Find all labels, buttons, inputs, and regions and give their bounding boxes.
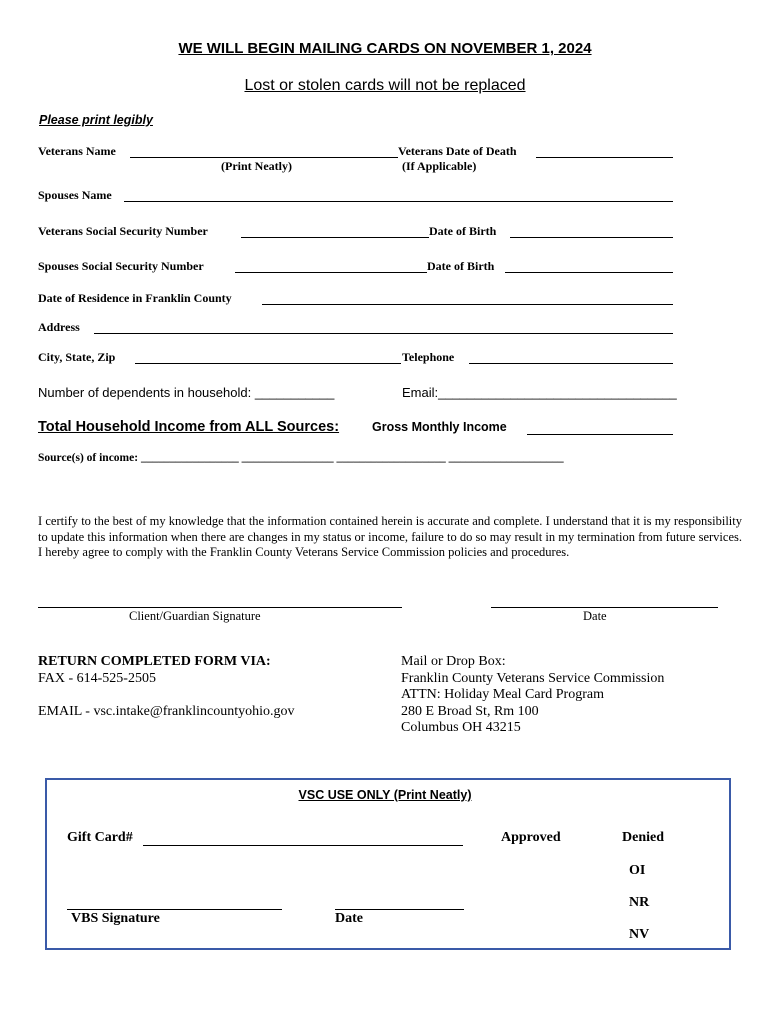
veterans-name-label: Veterans Name xyxy=(38,144,116,158)
email-field[interactable]: Email:_________________________________ xyxy=(402,385,677,400)
telephone-label: Telephone xyxy=(402,350,455,364)
oi-option[interactable]: OI xyxy=(629,863,646,878)
if-applicable-note: (If Applicable) xyxy=(402,159,477,173)
client-signature-field[interactable] xyxy=(38,607,402,608)
city-state-zip-field[interactable] xyxy=(135,363,401,364)
page-subtitle: Lost or stolen cards will not be replaced xyxy=(244,77,526,94)
email-address: EMAIL - vsc.intake@franklincountyohio.gov xyxy=(38,704,295,719)
dependents-field[interactable]: Number of dependents in household: ___________ xyxy=(38,385,335,400)
mail-line: 280 E Broad St, Rm 100 xyxy=(401,703,539,719)
mail-line: ATTN: Holiday Meal Card Program xyxy=(401,687,604,702)
mail-line: Franklin County Veterans Service Commission xyxy=(401,670,665,686)
print-instruction: Please print legibly xyxy=(39,113,153,127)
residence-date-field[interactable] xyxy=(262,304,673,305)
vbs-signature-field[interactable] xyxy=(67,909,282,910)
signature-date-label: Date xyxy=(583,609,607,623)
spouses-ssn-field[interactable] xyxy=(235,272,427,273)
spouses-name-label: Spouses Name xyxy=(38,188,112,202)
veterans-ssn-field[interactable] xyxy=(241,237,429,238)
spouses-name-field[interactable] xyxy=(124,201,673,202)
veterans-ssn-label: Veterans Social Security Number xyxy=(38,224,208,238)
denied-option[interactable]: Denied xyxy=(622,830,664,845)
vbs-signature-label: VBS Signature xyxy=(71,911,160,926)
vsc-box-title: VSC USE ONLY (Print Neatly) xyxy=(298,788,472,802)
spouses-ssn-label: Spouses Social Security Number xyxy=(38,259,204,273)
gift-card-label: Gift Card# xyxy=(67,830,133,845)
gross-monthly-field[interactable] xyxy=(527,434,673,435)
fax-number: FAX - 614-525-2505 xyxy=(38,671,156,686)
return-heading: RETURN COMPLETED FORM VIA: xyxy=(38,654,271,669)
mail-address-block xyxy=(401,654,664,737)
address-field[interactable] xyxy=(94,333,673,334)
veterans-name-field[interactable] xyxy=(130,157,398,158)
address-label: Address xyxy=(38,320,80,334)
gross-monthly-label: Gross Monthly Income xyxy=(372,420,507,434)
spouses-dob-field[interactable] xyxy=(505,272,673,273)
nr-option[interactable]: NR xyxy=(629,895,650,910)
vsc-date-field[interactable] xyxy=(335,909,464,910)
page-title: WE WILL BEGIN MAILING CARDS ON NOVEMBER 1, 2024 xyxy=(178,40,592,57)
veterans-dob-field[interactable] xyxy=(510,237,673,238)
total-income-heading: Total Household Income from ALL Sources: xyxy=(38,419,340,435)
print-neatly-note: (Print Neatly) xyxy=(221,159,292,173)
veterans-date-of-death-label: Veterans Date of Death xyxy=(398,144,517,158)
spouses-dob-label: Date of Birth xyxy=(427,259,495,273)
gift-card-field[interactable] xyxy=(143,845,463,846)
approved-option[interactable]: Approved xyxy=(501,830,561,845)
telephone-field[interactable] xyxy=(469,363,673,364)
veterans-dob-label: Date of Birth xyxy=(429,224,497,238)
veterans-date-of-death-field[interactable] xyxy=(536,157,673,158)
mail-line: Mail or Drop Box: xyxy=(401,654,506,669)
client-signature-label: Client/Guardian Signature xyxy=(129,609,261,623)
mail-line: Columbus OH 43215 xyxy=(401,720,521,735)
city-state-zip-label: City, State, Zip xyxy=(38,350,116,364)
residence-date-label: Date of Residence in Franklin County xyxy=(38,291,232,305)
nv-option[interactable]: NV xyxy=(629,927,650,942)
certification-text: I certify to the best of my knowledge that the information contained herein is accurate and complete. I understand that it is my responsibility to update this information when there are changes in my status or income, failure to do so may result in my termination from future services. I hereby agree to comply with the Franklin County Veterans Service Commission policies and procedures. xyxy=(38,514,742,559)
vsc-date-label: Date xyxy=(335,911,363,926)
income-sources-field[interactable]: Source(s) of income: _________________ ________________ ___________________ ____________________ xyxy=(38,452,564,464)
signature-date-field[interactable] xyxy=(491,607,718,608)
